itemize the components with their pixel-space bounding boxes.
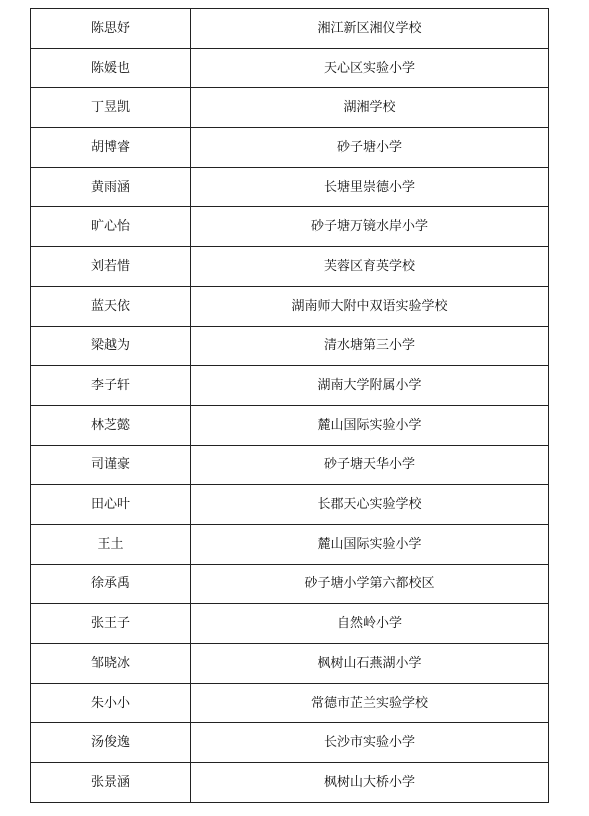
student-name-cell: 田心叶 — [31, 485, 191, 525]
table-row — [31, 445, 549, 485]
table-row — [31, 167, 549, 207]
school-name-cell: 长沙市实验小学 — [191, 723, 549, 763]
table-row — [31, 88, 549, 128]
table-row — [31, 286, 549, 326]
table-row — [31, 128, 549, 168]
table-row — [31, 247, 549, 287]
student-name-cell: 林芝懿 — [31, 405, 191, 445]
school-name-cell: 枫树山大桥小学 — [191, 763, 549, 803]
school-name-cell: 湘江新区湘仪学校 — [191, 9, 549, 49]
school-name-cell: 湖南大学附属小学 — [191, 366, 549, 406]
table-row — [31, 564, 549, 604]
table-row — [31, 48, 549, 88]
student-name-cell: 旷心怡 — [31, 207, 191, 247]
school-name-cell: 砂子塘小学第六都校区 — [191, 564, 549, 604]
student-name-cell: 陈媛也 — [31, 48, 191, 88]
student-name-cell: 蓝天依 — [31, 286, 191, 326]
school-name-cell: 麓山国际实验小学 — [191, 524, 549, 564]
school-name-cell: 砂子塘万镜水岸小学 — [191, 207, 549, 247]
school-name-cell: 常德市芷兰实验学校 — [191, 683, 549, 723]
table-row — [31, 485, 549, 525]
student-name-cell: 汤俊逸 — [31, 723, 191, 763]
table-row — [31, 366, 549, 406]
table-row — [31, 207, 549, 247]
table-row — [31, 683, 549, 723]
student-name-cell: 梁越为 — [31, 326, 191, 366]
school-name-cell: 长塘里崇德小学 — [191, 167, 549, 207]
table-row — [31, 763, 549, 803]
school-name-cell: 麓山国际实验小学 — [191, 405, 549, 445]
student-name-cell: 司谨豪 — [31, 445, 191, 485]
student-name-cell: 李子轩 — [31, 366, 191, 406]
school-name-cell: 天心区实验小学 — [191, 48, 549, 88]
table-row — [31, 644, 549, 684]
table-row — [31, 9, 549, 49]
school-name-cell: 芙蓉区育英学校 — [191, 247, 549, 287]
school-name-cell: 砂子塘天华小学 — [191, 445, 549, 485]
student-school-table — [30, 8, 549, 803]
school-name-cell: 自然岭小学 — [191, 604, 549, 644]
student-name-cell: 胡博睿 — [31, 128, 191, 168]
table-body — [31, 9, 549, 803]
student-name-cell: 刘若惜 — [31, 247, 191, 287]
student-name-cell: 邹晓冰 — [31, 644, 191, 684]
table-row — [31, 326, 549, 366]
student-name-cell: 王土 — [31, 524, 191, 564]
school-name-cell: 清水塘第三小学 — [191, 326, 549, 366]
table-row — [31, 405, 549, 445]
student-name-cell: 黄雨涵 — [31, 167, 191, 207]
table-row — [31, 723, 549, 763]
student-name-cell: 丁昱凯 — [31, 88, 191, 128]
table-row — [31, 524, 549, 564]
table-row — [31, 604, 549, 644]
student-name-cell: 陈思妤 — [31, 9, 191, 49]
school-name-cell: 枫树山石燕湖小学 — [191, 644, 549, 684]
school-name-cell: 湖南师大附中双语实验学校 — [191, 286, 549, 326]
school-name-cell: 长郡天心实验学校 — [191, 485, 549, 525]
school-name-cell: 湖湘学校 — [191, 88, 549, 128]
school-name-cell: 砂子塘小学 — [191, 128, 549, 168]
student-name-cell: 朱小小 — [31, 683, 191, 723]
student-name-cell: 张王子 — [31, 604, 191, 644]
student-name-cell: 徐承禹 — [31, 564, 191, 604]
student-name-cell: 张景涵 — [31, 763, 191, 803]
